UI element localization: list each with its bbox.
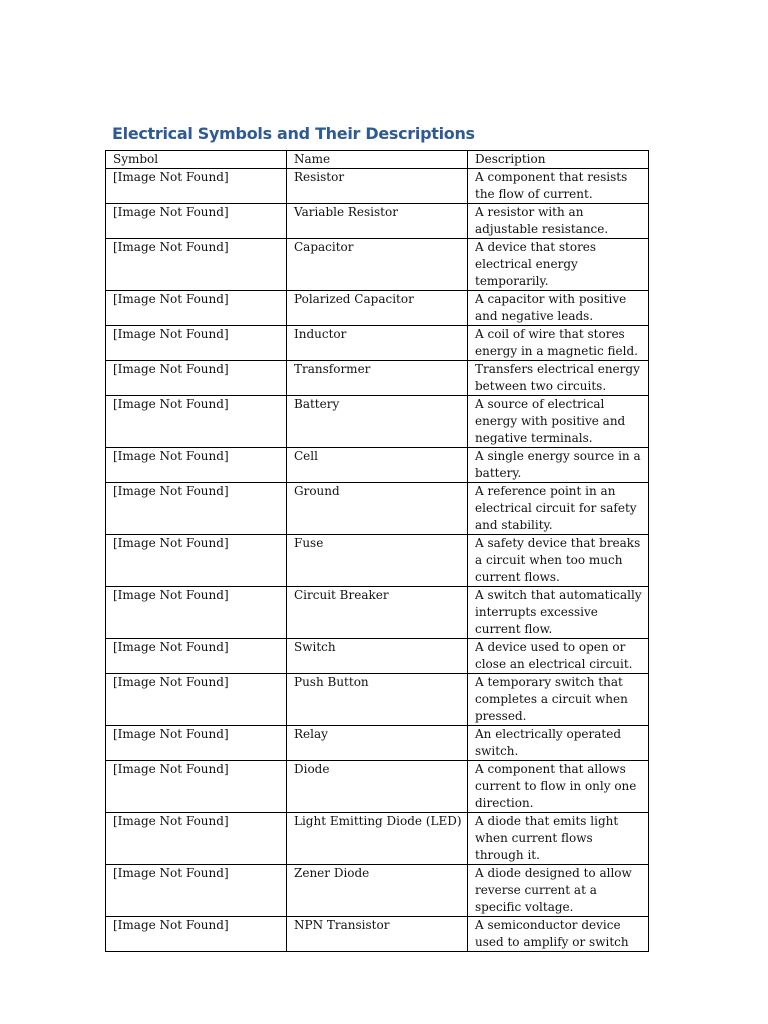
symbol-cell: [Image Not Found] (106, 674, 287, 726)
name-cell: Transformer (287, 361, 468, 396)
name-cell: Polarized Capacitor (287, 291, 468, 326)
description-cell: A coil of wire that stores energy in a magnetic field. (468, 326, 649, 361)
symbol-cell: [Image Not Found] (106, 483, 287, 535)
name-cell: Switch (287, 639, 468, 674)
table-row (106, 169, 649, 204)
table-row (106, 396, 649, 448)
table-row (106, 535, 649, 587)
description-cell: A safety device that breaks a circuit when too much current flows. (468, 535, 649, 587)
description-cell: A diode that emits light when current flows through it. (468, 813, 649, 865)
symbol-cell: [Image Not Found] (106, 291, 287, 326)
table-row (106, 813, 649, 865)
table-row (106, 587, 649, 639)
symbols-table (105, 150, 649, 952)
symbol-cell: [Image Not Found] (106, 587, 287, 639)
description-cell: A resistor with an adjustable resistance. (468, 204, 649, 239)
description-cell: A temporary switch that completes a circuit when pressed. (468, 674, 649, 726)
symbol-cell: [Image Not Found] (106, 865, 287, 917)
table-row (106, 761, 649, 813)
name-cell: Fuse (287, 535, 468, 587)
symbol-cell: [Image Not Found] (106, 448, 287, 483)
table-row (106, 726, 649, 761)
symbol-cell: [Image Not Found] (106, 917, 287, 952)
header-description: Description (468, 151, 649, 169)
name-cell: Cell (287, 448, 468, 483)
table-row (106, 865, 649, 917)
symbol-cell: [Image Not Found] (106, 326, 287, 361)
description-cell: A single energy source in a battery. (468, 448, 649, 483)
table-row (106, 674, 649, 726)
header-symbol: Symbol (106, 151, 287, 169)
name-cell: Relay (287, 726, 468, 761)
table-row (106, 361, 649, 396)
name-cell: Inductor (287, 326, 468, 361)
symbol-cell: [Image Not Found] (106, 396, 287, 448)
description-cell: An electrically operated switch. (468, 726, 649, 761)
table-row (106, 326, 649, 361)
table-row (106, 291, 649, 326)
name-cell: NPN Transistor (287, 917, 468, 952)
description-cell: A switch that automatically interrupts excessive current flow. (468, 587, 649, 639)
description-cell: A capacitor with positive and negative leads. (468, 291, 649, 326)
name-cell: Variable Resistor (287, 204, 468, 239)
symbol-cell: [Image Not Found] (106, 361, 287, 396)
symbol-cell: [Image Not Found] (106, 761, 287, 813)
description-cell: A device used to open or close an electrical circuit. (468, 639, 649, 674)
name-cell: Push Button (287, 674, 468, 726)
header-row (106, 151, 649, 169)
name-cell: Resistor (287, 169, 468, 204)
symbol-cell: [Image Not Found] (106, 204, 287, 239)
name-cell: Battery (287, 396, 468, 448)
symbol-cell: [Image Not Found] (106, 535, 287, 587)
table-row (106, 204, 649, 239)
description-cell: A reference point in an electrical circuit for safety and stability. (468, 483, 649, 535)
table-body (106, 169, 649, 952)
name-cell: Capacitor (287, 239, 468, 291)
page-title: Electrical Symbols and Their Descriptions (112, 124, 475, 143)
table-row (106, 239, 649, 291)
header-name: Name (287, 151, 468, 169)
name-cell: Circuit Breaker (287, 587, 468, 639)
description-cell: A source of electrical energy with positive and negative terminals. (468, 396, 649, 448)
name-cell: Diode (287, 761, 468, 813)
description-cell: A device that stores electrical energy temporarily. (468, 239, 649, 291)
name-cell: Ground (287, 483, 468, 535)
symbol-cell: [Image Not Found] (106, 169, 287, 204)
table-row (106, 917, 649, 952)
table-row (106, 639, 649, 674)
description-cell: A component that resists the flow of current. (468, 169, 649, 204)
symbol-cell: [Image Not Found] (106, 239, 287, 291)
description-cell: A semiconductor device used to amplify or switch (468, 917, 649, 952)
symbol-cell: [Image Not Found] (106, 639, 287, 674)
table-row (106, 448, 649, 483)
table-header (106, 151, 649, 169)
table-row (106, 483, 649, 535)
description-cell: A diode designed to allow reverse current at a specific voltage. (468, 865, 649, 917)
name-cell: Zener Diode (287, 865, 468, 917)
name-cell: Light Emitting Diode (LED) (287, 813, 468, 865)
symbol-cell: [Image Not Found] (106, 813, 287, 865)
description-cell: Transfers electrical energy between two circuits. (468, 361, 649, 396)
symbol-cell: [Image Not Found] (106, 726, 287, 761)
description-cell: A component that allows current to flow in only one direction. (468, 761, 649, 813)
